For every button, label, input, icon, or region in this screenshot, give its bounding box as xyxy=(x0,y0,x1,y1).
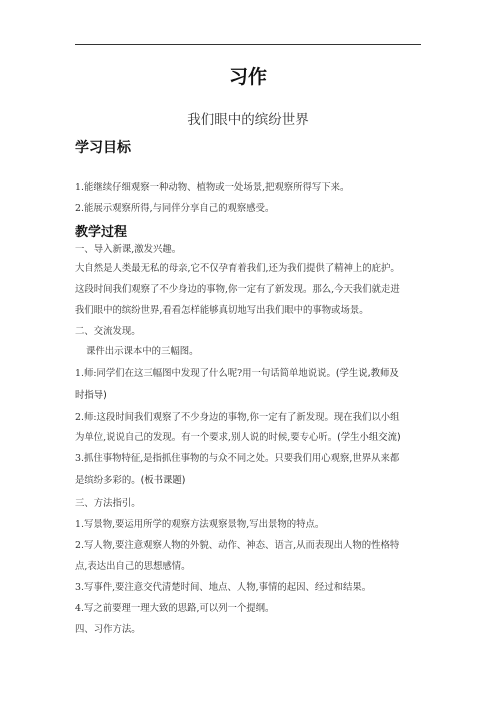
item-3-line-1: 3.抓住事物特征,是指抓住事物的与众不同之处。只要我们用心观察,世界从来都 xyxy=(75,453,400,464)
method-item-2-line-2: 点,表达出自己的思想感情。 xyxy=(75,561,191,572)
item-2-note: (学生小组交流) xyxy=(337,432,401,443)
section-2-intro: 课件出示课本中的三幅图。 xyxy=(86,346,199,357)
method-item-3: 3.写事件,要注意交代清楚时间、地点、人物,事情的起因、经过和结果。 xyxy=(75,582,372,593)
item-3-line-2 xyxy=(75,474,427,487)
goal-item-2: 2.能展示观察所得,与同伴分享自己的观察感受。 xyxy=(75,203,275,214)
item-3-note: (板书课题) xyxy=(140,475,186,486)
section-1-line-1: 大自然是人类最无私的母亲,它不仅孕育着我们,还为我们提供了精神上的庇护。 xyxy=(75,263,400,274)
item-2-line-1: 2.师:这段时间我们观察了不少身边的事物,你一定有了新发现。现在我们以小组 xyxy=(75,412,400,423)
item-1-text: 1.师:同学们在这三幅图中发现了什么呢?用一句话简单地说说。 xyxy=(75,368,336,379)
goals-heading: 学习目标 xyxy=(75,140,131,156)
process-heading: 教学过程 xyxy=(75,225,128,240)
item-2-text: 为单位,说说自己的发现。有一个要求,别人说的时候,要专心听。 xyxy=(75,432,338,443)
page-title: 习作 xyxy=(228,66,267,88)
item-1-note-continued: 时指导) xyxy=(75,390,107,401)
section-2-title: 二、交流发现。 xyxy=(75,326,141,337)
item-1-note: (学生说,教师及 xyxy=(335,368,399,379)
header-rule xyxy=(75,44,421,45)
section-1-line-2: 这段时间我们观察了不少身边的事物,你一定有了新发现。那么,今天我们就走进 xyxy=(75,284,400,295)
section-3-title: 三、方法指引。 xyxy=(75,498,141,509)
section-4-title: 四、习作方法。 xyxy=(75,624,141,635)
page-subtitle: 我们眼中的缤纷世界 xyxy=(187,112,309,128)
goal-item-1: 1.能继续仔细观察一种动物、植物或一处场景,把观察所得写下来。 xyxy=(75,182,350,193)
section-1-line-3: 我们眼中的缤纷世界,看看怎样能够真切地写出我们眼中的事物或场景。 xyxy=(75,305,369,316)
section-1-title: 一、导入新课,激发兴趣。 xyxy=(75,244,182,255)
method-item-4: 4.写之前要理一理大致的思路,可以列一个提纲。 xyxy=(75,603,275,614)
method-item-2-line-1: 2.写人物,要注意观察人物的外貌、动作、神态、语言,从而表现出人物的性格特 xyxy=(75,540,400,551)
item-3-text: 是缤纷多彩的。 xyxy=(75,475,141,486)
method-item-1: 1.写景物,要运用所学的观察方法观察景物,写出景物的特点。 xyxy=(75,519,325,530)
item-2-line-2 xyxy=(75,431,427,444)
item-1-line-1 xyxy=(75,367,427,380)
